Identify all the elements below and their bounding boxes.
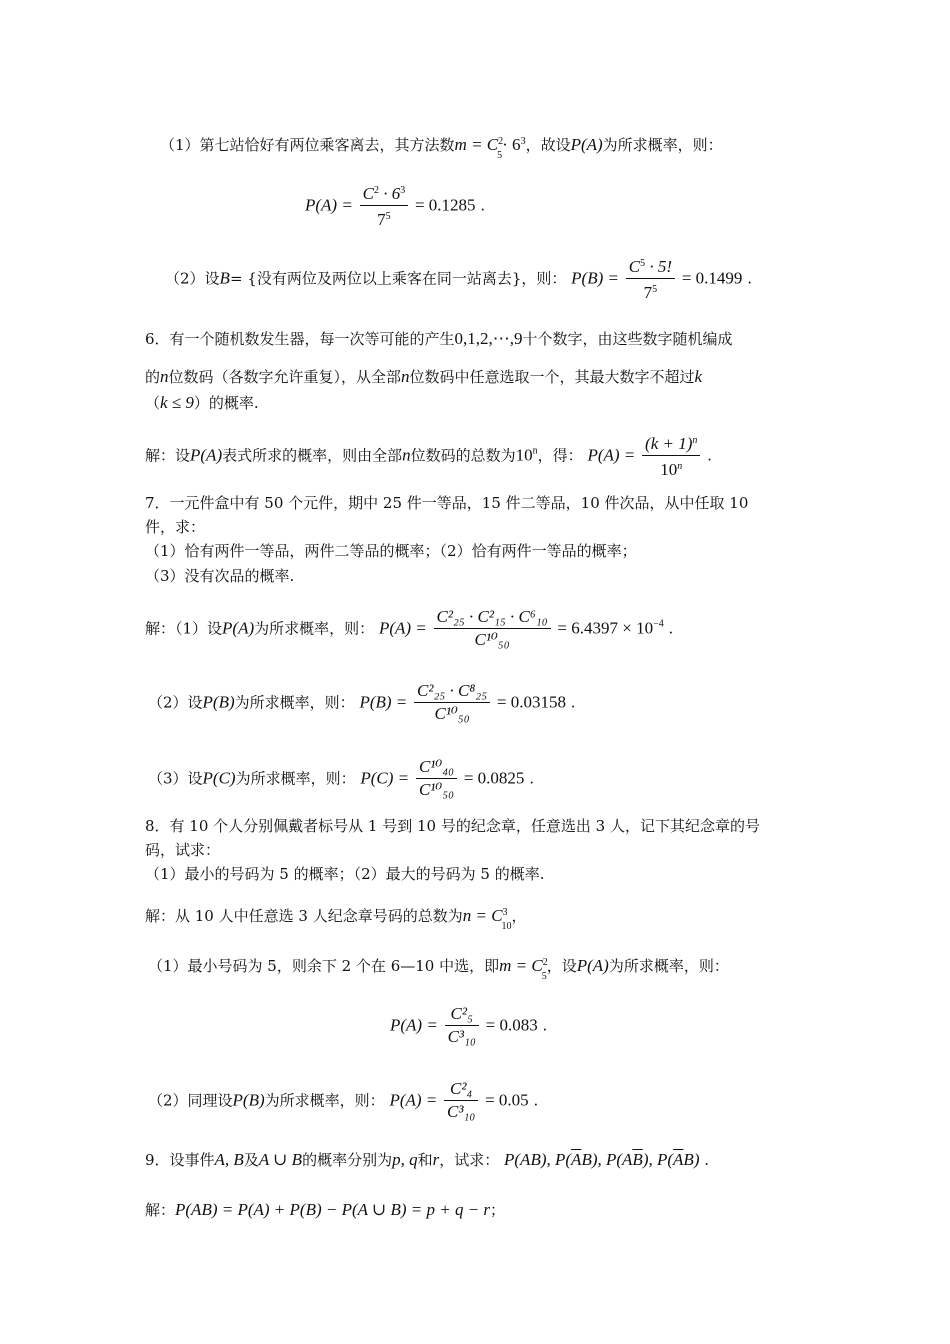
denominator: C³₁₀ — [447, 1027, 476, 1046]
text: ，设 — [546, 957, 577, 975]
sup: 3 — [400, 185, 406, 196]
text: ）的概率. — [193, 394, 259, 412]
punct: . — [668, 619, 674, 638]
text: （ — [145, 394, 161, 412]
text: ，试求： — [439, 1151, 500, 1169]
text: 解：（1）设 — [145, 619, 223, 638]
math: r — [432, 1150, 440, 1169]
numerator: C²₂₅ · C⁸₂₅ — [414, 680, 490, 703]
text: 的 — [145, 368, 161, 386]
sup: 2 — [373, 185, 379, 196]
text: 表式所求的概率，则由全部 — [222, 446, 403, 465]
math: P(A) = — [305, 195, 353, 215]
math: n — [402, 445, 411, 465]
math: P(A) = — [378, 618, 427, 638]
q7-line2: 件，求： — [145, 518, 206, 536]
text: 为所求概率，则： — [235, 769, 356, 788]
sup: n — [692, 435, 698, 446]
denominator — [642, 456, 700, 481]
text: 为所求概率，则： — [254, 619, 375, 638]
sub: 5 — [497, 150, 503, 161]
denominator: C³₁₀ — [447, 1102, 476, 1121]
s8-line — [145, 903, 527, 937]
q8-line1: 8．有 10 个人分别佩戴者标号从 1 号到 10 号的纪念章，任意选出 3 人，记下其纪念章的号 — [145, 817, 760, 835]
math: P(A) — [576, 956, 609, 975]
bar: $\overline{B}$ — [632, 1150, 643, 1169]
math: P(A) — [222, 618, 255, 638]
sup: 5 — [652, 284, 658, 295]
s9-line — [145, 1200, 505, 1220]
punct: . — [704, 1151, 710, 1169]
sup: 3 — [502, 907, 508, 918]
text: （2）设 — [148, 693, 203, 712]
q7-line4: （3）没有次品的概率. — [145, 567, 295, 585]
numerator — [642, 430, 700, 456]
math: n = C — [462, 906, 503, 925]
text: 位数码中任意选取一个，其最大数字不超过 — [409, 368, 695, 386]
denominator — [626, 279, 675, 304]
punct: . — [570, 693, 576, 712]
text: 和 — [417, 1151, 433, 1169]
punct: . — [480, 196, 486, 215]
punct: ， — [511, 907, 527, 925]
math: P(C) — [202, 768, 236, 788]
fraction — [416, 756, 457, 801]
math: P(A) — [570, 135, 603, 154]
result: = 0.1285 — [414, 195, 476, 215]
text: = {没有两位及两位以上乘客在同一站离去} — [229, 269, 522, 288]
bar: $\overline{A}$ — [571, 1150, 582, 1169]
numerator — [626, 253, 675, 279]
numerator: C¹⁰₄₀ — [416, 756, 457, 779]
math: n — [160, 367, 169, 386]
c: C — [628, 257, 641, 276]
fraction — [444, 1078, 478, 1123]
fraction — [360, 180, 409, 231]
q6-line1 — [145, 329, 733, 349]
result: = 0.1499 — [681, 268, 743, 288]
d: 7 — [643, 283, 653, 302]
math: m = C — [454, 135, 499, 154]
numerator: C²₄ — [444, 1078, 478, 1101]
q7-line1: 7．一元件盒中有 50 个元件，期中 25 件一等品，15 件二等品，10 件次品，从中任取 10 — [145, 494, 749, 512]
text: （2）同理设 — [148, 1091, 233, 1110]
text: 解： — [145, 1201, 176, 1219]
sup: 5 — [385, 211, 391, 222]
math: k — [694, 367, 703, 386]
math: n — [401, 367, 410, 386]
result: = 0.083 — [485, 1015, 538, 1035]
math: · 6 — [502, 135, 521, 154]
bar: $\overline{A}$ — [673, 1150, 684, 1169]
q9-line — [145, 1150, 709, 1170]
denominator: C¹⁰₅₀ — [434, 704, 470, 723]
p3a: P(A — [605, 1150, 633, 1169]
math: m = C — [499, 956, 543, 975]
fraction — [626, 253, 675, 304]
denominator: C¹⁰₅₀ — [474, 630, 510, 649]
math: P(B) — [232, 1090, 265, 1110]
math: 0,1,2,⋯,9 — [454, 329, 523, 348]
math: k ≤ 9 — [160, 393, 194, 412]
p4bar2: B — [683, 1150, 694, 1169]
text: （2）设 — [165, 269, 220, 288]
text: 及 — [243, 1151, 259, 1169]
text: 解：从 10 人中任意选 3 人纪念章号码的总数为 — [145, 907, 463, 925]
text: （1）第七站恰好有两位乘客离去，其方法数 — [160, 136, 455, 154]
sup: −4 — [653, 618, 664, 630]
text: ，得： — [537, 446, 583, 465]
punct: . — [529, 769, 534, 788]
math — [504, 1150, 699, 1169]
sup: 3 — [520, 136, 526, 147]
numerator: C²₂₅ · C²₁₅ · C⁶₁₀ — [434, 606, 551, 629]
math: P(B) = — [571, 268, 619, 288]
math: B — [219, 268, 230, 288]
text: 6．有一个随机数发生器，每一次等可能的产生 — [145, 330, 455, 348]
text: ，故设 — [525, 136, 571, 154]
denominator: C¹⁰₅₀ — [418, 780, 455, 799]
s6-line — [145, 430, 712, 481]
math: P(B) — [202, 692, 235, 712]
text: 的概率分别为 — [302, 1151, 393, 1169]
sup: 2 — [498, 136, 504, 147]
punct: . — [707, 446, 712, 465]
math: A, B — [214, 1150, 244, 1169]
q8-line3: （1）最小的号码为 5 的概率；（2）最大的号码为 5 的概率. — [145, 865, 545, 883]
punct: ； — [490, 1201, 506, 1219]
text: （3）设 — [148, 769, 203, 788]
sup: n — [532, 445, 538, 457]
fraction — [642, 430, 700, 481]
numerator: C²₅ — [445, 1003, 479, 1026]
sup: 2 — [542, 957, 548, 968]
p4a: P( — [656, 1150, 674, 1169]
sup: n — [677, 461, 683, 472]
text: 为所求概率，则： — [602, 136, 723, 154]
s7-1-line — [145, 606, 673, 651]
rest: · 5! — [645, 257, 673, 276]
q6-line2 — [145, 367, 702, 387]
text: ，则： — [521, 269, 567, 288]
fraction — [445, 1003, 479, 1048]
rest: · 6 — [378, 184, 401, 203]
q8-line2: 码，试求： — [145, 841, 221, 859]
math: A ∪ B — [258, 1150, 303, 1169]
p4b: ) — [693, 1150, 700, 1169]
text: 9．设事件 — [145, 1151, 215, 1169]
p2a: P( — [555, 1150, 572, 1169]
fraction — [414, 680, 490, 725]
sup: 5 — [640, 258, 646, 269]
p3b: ), — [642, 1150, 657, 1169]
text: 解：设 — [145, 446, 191, 465]
result: = 0.05 — [485, 1090, 529, 1110]
p5-2-line — [165, 253, 752, 304]
n: (k + 1) — [645, 434, 693, 453]
math: P(A) = — [587, 445, 636, 465]
math: p, q — [392, 1150, 418, 1169]
math: 10 — [515, 445, 533, 465]
d: 10 — [660, 460, 678, 479]
math: P(C) = — [360, 768, 410, 788]
text: 位数码的总数为 — [410, 446, 516, 465]
math: P(A) = — [389, 1090, 438, 1110]
p5-1-formula — [305, 180, 485, 231]
math: P(AB) = P(A) + P(B) − P(A ∪ B) = p + q − r — [175, 1200, 491, 1219]
s8-2-line — [148, 1078, 538, 1123]
s8-1-line — [148, 953, 729, 987]
q7-line3: （1）恰有两件一等品，两件二等品的概率；（2）恰有两件一等品的概率； — [145, 542, 637, 560]
fraction — [434, 606, 551, 651]
result: = 6.4397 × 10 — [557, 618, 654, 638]
text: 位数码（各数字允许重复），从全部 — [168, 368, 402, 386]
text: 为所求概率，则： — [264, 1091, 385, 1110]
math: P(A) = — [390, 1015, 438, 1035]
text: 十个数字，由这些数字随机编成 — [522, 330, 733, 348]
s8-1-formula — [390, 1003, 547, 1048]
p2b: B), — [581, 1150, 606, 1169]
p1: P(AB), — [504, 1150, 555, 1169]
text: 为所求概率，则： — [234, 693, 355, 712]
s7-3-line — [148, 756, 534, 801]
sub: 10 — [501, 921, 512, 932]
denominator — [360, 206, 409, 231]
punct: . — [533, 1091, 539, 1110]
p5-1-line — [160, 132, 723, 166]
result: = 0.0825 — [463, 768, 525, 788]
text: 为所求概率，则： — [608, 957, 729, 975]
math: P(B) = — [359, 692, 408, 712]
s7-2-line — [148, 680, 576, 725]
d: 7 — [377, 210, 386, 229]
numerator — [360, 180, 409, 206]
c: C — [362, 184, 374, 203]
math: P(A) — [190, 445, 223, 465]
q6-line3 — [145, 393, 259, 413]
text: （1）最小号码为 5，则余下 2 个在 6—10 中选，即 — [148, 957, 500, 975]
sub: 5 — [541, 971, 547, 982]
punct: . — [747, 269, 752, 288]
punct: . — [542, 1016, 548, 1035]
result: = 0.03158 — [496, 692, 566, 712]
